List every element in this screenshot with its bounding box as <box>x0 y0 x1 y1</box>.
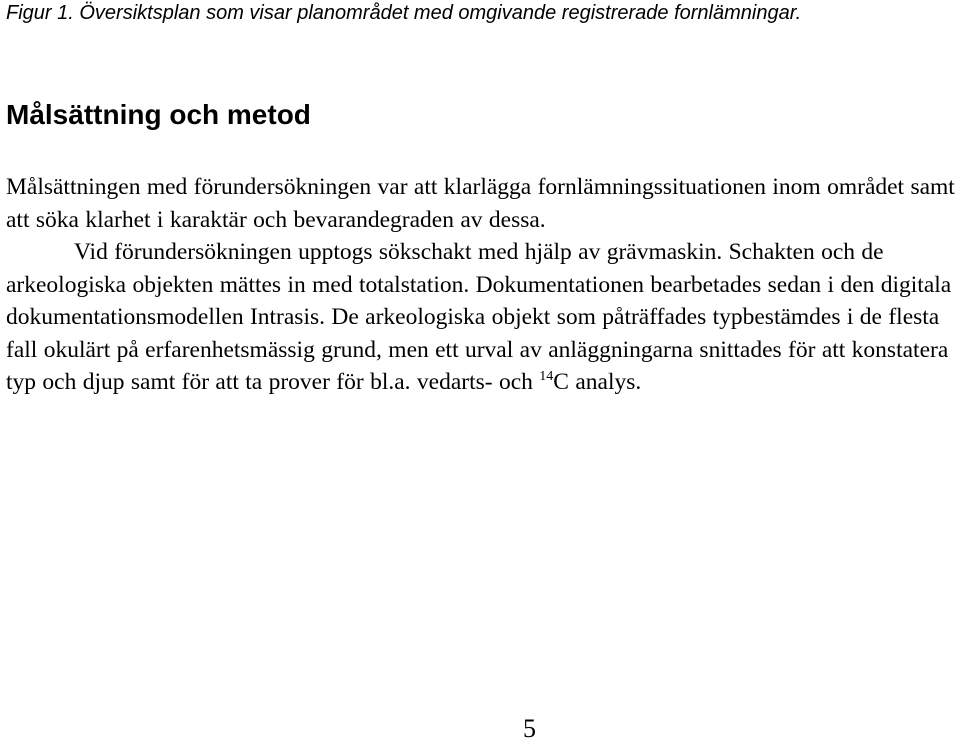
page-number: 5 <box>523 714 536 743</box>
method-text-end: C analys. <box>553 369 642 395</box>
isotope-superscript: 14 <box>539 369 554 384</box>
paragraph-method <box>6 236 960 399</box>
section-heading: Målsättning och metod <box>6 99 311 130</box>
paragraph-objective: Målsättningen med förundersökningen var att klarlägga fornlämningssituationen inom området samt att söka klarhet i karaktär och bevarandegraden av dessa. <box>6 174 955 233</box>
body-text <box>6 171 960 399</box>
figure-caption: Figur 1. Översiktsplan som visar planområdet med omgivande registrerade fornlämningar. <box>6 2 802 24</box>
method-text: Vid förundersökningen upptogs sökschakt med hjälp av grävmaskin. Schakten och de arkeologiska objekten mättes in med totalstation. Dokumentationen bearbetades sedan i den digitala dokumentationsmodellen Intrasis. De arkeologiska objekt som påträffades typbestämdes i de flesta fall okulärt på erfarenhetsmässig grund, men ett urval av anläggningarna snittades för att konstatera typ och djup samt för att ta prover för bl.a. vedarts- och <box>6 239 952 395</box>
